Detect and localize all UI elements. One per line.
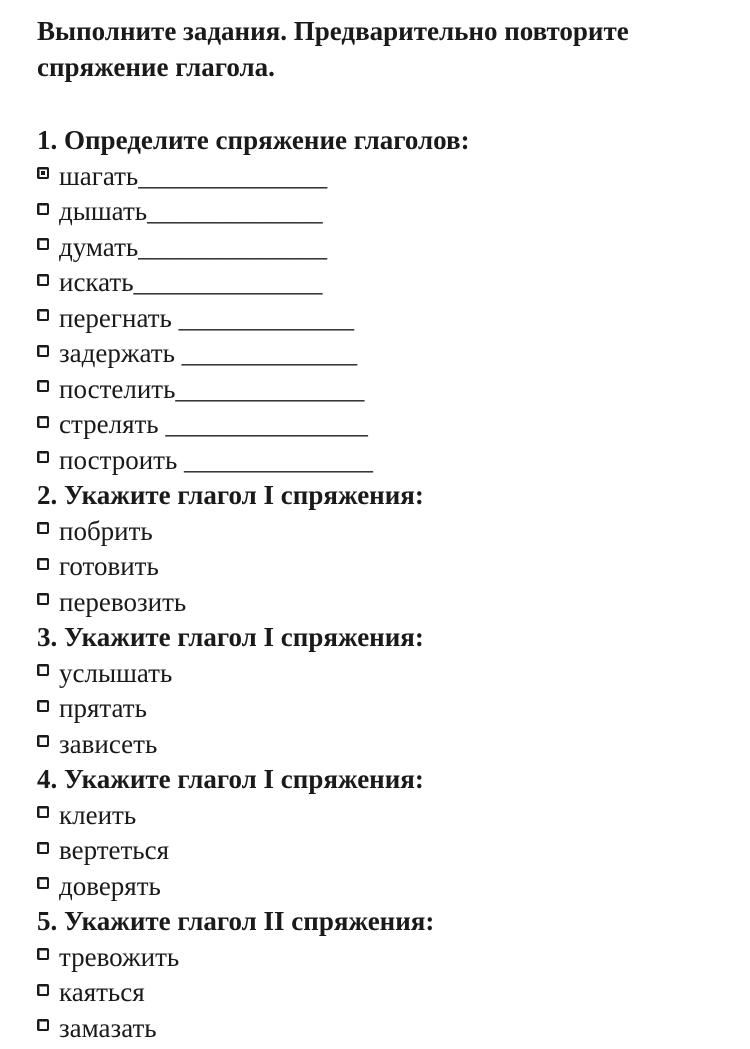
answer-label: дышать_____________: [59, 196, 323, 227]
checkbox-icon[interactable]: [37, 416, 49, 428]
answer-option[interactable]: [37, 230, 737, 266]
answer-label: вертеться: [59, 835, 170, 866]
answer-option[interactable]: [37, 869, 737, 905]
answer-label: стрелять _______________: [59, 409, 368, 440]
answer-label: думать______________: [59, 231, 328, 262]
checkbox-icon[interactable]: [37, 203, 49, 215]
answer-label: постелить______________: [59, 373, 365, 404]
checkbox-icon[interactable]: [37, 984, 49, 996]
answer-label: тревожить: [59, 941, 180, 972]
question-5: [37, 904, 737, 1046]
answer-option[interactable]: [37, 194, 737, 230]
answer-label: построить ______________: [59, 444, 374, 475]
answer-label: услышать: [59, 657, 173, 688]
checkbox-icon[interactable]: [37, 309, 49, 321]
answer-option[interactable]: [37, 975, 737, 1011]
spacer: [37, 85, 737, 123]
question-1: [37, 123, 737, 478]
checkbox-icon[interactable]: [37, 735, 49, 747]
answer-label: замазать: [59, 1012, 157, 1043]
answer-option[interactable]: [37, 549, 737, 585]
answer-option[interactable]: [37, 585, 737, 621]
checkbox-icon[interactable]: [37, 700, 49, 712]
checkbox-icon[interactable]: [37, 948, 49, 960]
instructions-heading: Выполните задания. Предварительно повторите спряжение глагола.: [37, 16, 629, 82]
answer-option[interactable]: [37, 159, 737, 195]
answer-label: перевозить: [59, 586, 187, 617]
answer-label: клеить: [59, 799, 137, 830]
question-2: [37, 478, 737, 620]
answer-label: прятать: [59, 693, 147, 724]
answer-option[interactable]: [37, 514, 737, 550]
questions-list: [37, 123, 737, 1046]
answer-label: готовить: [59, 551, 159, 582]
answer-option[interactable]: [37, 798, 737, 834]
answer-label: перегнать _____________: [59, 302, 355, 333]
answer-option[interactable]: [37, 407, 737, 443]
checkbox-checked-icon[interactable]: [37, 167, 49, 179]
question-title: 1. Определите спряжение глаголов:: [37, 125, 470, 155]
checkbox-icon[interactable]: [37, 806, 49, 818]
answer-option[interactable]: [37, 691, 737, 727]
checkbox-icon[interactable]: [37, 593, 49, 605]
question-title: 2. Укажите глагол I спряжения:: [37, 480, 424, 510]
answer-label: зависеть: [59, 728, 158, 759]
answer-label: побрить: [59, 515, 153, 546]
checkbox-icon[interactable]: [37, 380, 49, 392]
answer-option[interactable]: [37, 265, 737, 301]
question-title: 5. Укажите глагол II спряжения:: [37, 906, 435, 936]
checkbox-icon[interactable]: [37, 238, 49, 250]
answer-option[interactable]: [37, 372, 737, 408]
answer-option[interactable]: [37, 656, 737, 692]
answer-option[interactable]: [37, 1011, 737, 1047]
worksheet: [37, 13, 737, 1046]
checkbox-icon[interactable]: [37, 842, 49, 854]
checkbox-icon[interactable]: [37, 451, 49, 463]
answer-option[interactable]: [37, 443, 737, 479]
question-title: 4. Укажите глагол I спряжения:: [37, 764, 424, 794]
question-title: 3. Укажите глагол I спряжения:: [37, 622, 424, 652]
question-3: [37, 620, 737, 762]
checkbox-icon[interactable]: [37, 877, 49, 889]
answer-option[interactable]: [37, 336, 737, 372]
answer-option[interactable]: [37, 940, 737, 976]
question-4: [37, 762, 737, 904]
answer-label: шагать______________: [59, 160, 328, 191]
checkbox-icon[interactable]: [37, 522, 49, 534]
checkbox-icon[interactable]: [37, 1019, 49, 1031]
checkbox-icon[interactable]: [37, 664, 49, 676]
checkbox-icon[interactable]: [37, 558, 49, 570]
checkbox-icon[interactable]: [37, 274, 49, 286]
answer-label: каяться: [59, 977, 145, 1008]
answer-label: доверять: [59, 870, 161, 901]
answer-option[interactable]: [37, 301, 737, 337]
answer-label: задержать _____________: [59, 338, 358, 369]
answer-option[interactable]: [37, 833, 737, 869]
answer-label: искать______________: [59, 267, 323, 298]
checkbox-icon[interactable]: [37, 345, 49, 357]
answer-option[interactable]: [37, 727, 737, 763]
